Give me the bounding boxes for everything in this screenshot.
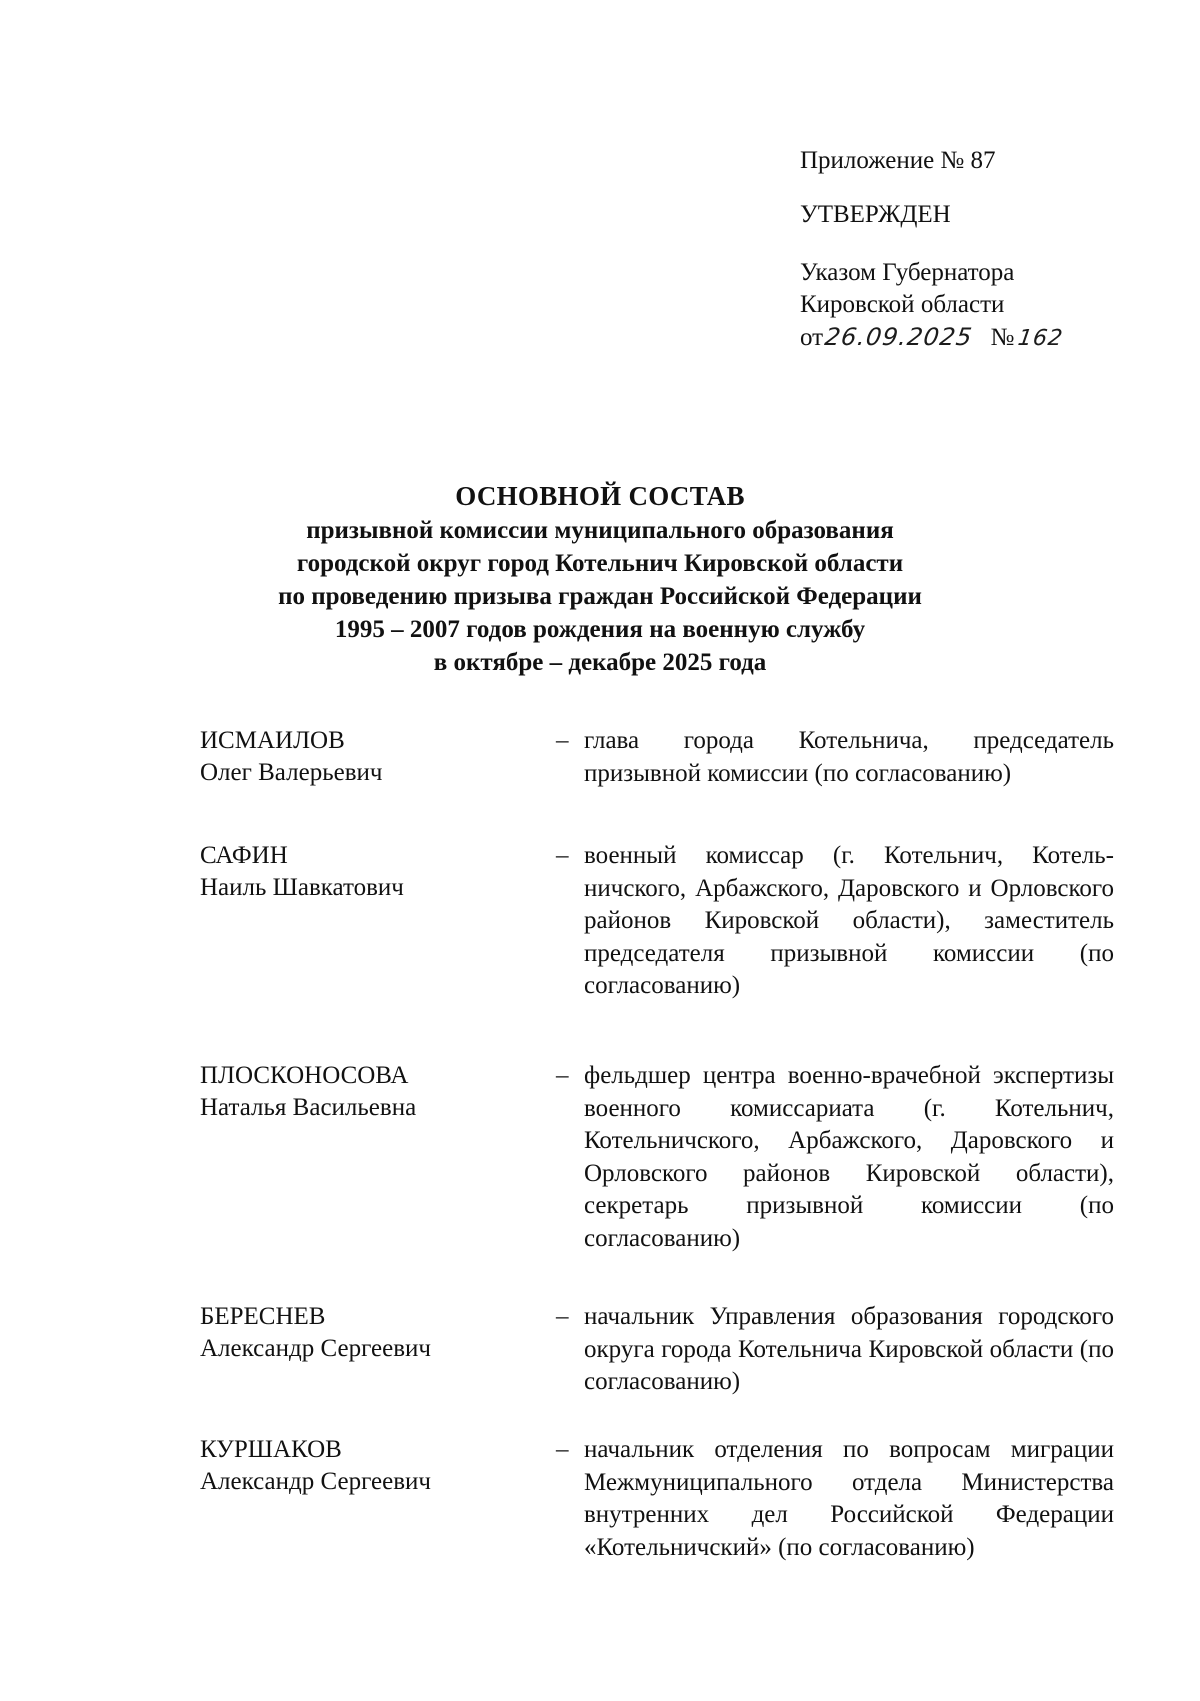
member-given-names: Олег Валерьевич — [200, 759, 383, 786]
member-role: начальник Управления образования городского округа города Котельнича Кировской области (по согласованию) — [584, 1303, 1114, 1395]
number-sign: № — [990, 324, 1015, 351]
member-role: начальник отделения по вопросам миграции Межмуниципального отдела Министерства внутренних дел Российской Федерации «Котельничский» (по согласованию) — [584, 1436, 1114, 1561]
member-role: фельдшер центра военно-врачебной экспертизы военного комиссариата (г. Котельнич, Котельничского, Арбажского, Даровского и Орловского районов Кировской области), секретарь призывной комиссии (по согласованию) — [584, 1062, 1114, 1252]
dash: – — [556, 842, 569, 869]
member-role: глава города Котельнича, председатель призывной комиссии (по согласованию) — [584, 727, 1114, 787]
member-given-names: Наиль Шавкатович — [200, 874, 404, 901]
handwritten-date: 26.09.2025 — [823, 323, 975, 351]
document-title — [0, 478, 1200, 679]
approved-label: УТВЕРЖДЕН — [800, 201, 951, 228]
dash: – — [556, 1303, 569, 1330]
appendix-number: Приложение № 87 — [800, 147, 996, 174]
decree-date-line — [800, 321, 1066, 355]
member-role: военный комиссар (г. Котельнич, Котельничского, Арбажского, Даровского и Орловского районов Кировской области), заместитель председателя призывной комиссии (по согласованию) — [584, 842, 1114, 999]
approval-block — [800, 145, 1066, 355]
title-line: призывной комиссии муниципального образования — [306, 517, 894, 544]
member-surname: САФИН — [200, 842, 288, 869]
member-name — [200, 1301, 431, 1365]
member-name — [200, 840, 404, 904]
member-name — [200, 1434, 431, 1498]
title-line: в октябре – декабре 2025 года — [433, 649, 767, 676]
dash: – — [556, 1436, 569, 1463]
decree-line-2: Кировской области — [800, 291, 1005, 318]
from-prefix: от — [800, 324, 824, 351]
title-line: городской округ город Котельнич Кировской области — [296, 550, 904, 577]
dash: – — [556, 1062, 569, 1089]
member-surname: ИСМАИЛОВ — [200, 727, 345, 754]
member-given-names: Александр Сергеевич — [200, 1335, 431, 1362]
member-name — [200, 725, 382, 789]
handwritten-number: 162 — [1016, 326, 1066, 351]
title-line: 1995 – 2007 годов рождения на военную службу — [334, 616, 866, 643]
member-surname: ПЛОСКОНОСОВА — [200, 1062, 409, 1089]
title-line: по проведению призыва граждан Российской Федерации — [278, 583, 922, 610]
member-given-names: Наталья Васильевна — [200, 1094, 417, 1121]
member-surname: КУРШАКОВ — [200, 1436, 342, 1463]
decree-line-1: Указом Губернатора — [800, 259, 1015, 286]
dash: – — [556, 727, 569, 754]
member-surname: БЕРЕСНЕВ — [200, 1303, 326, 1330]
title-main: ОСНОВНОЙ СОСТАВ — [455, 481, 745, 511]
member-given-names: Александр Сергеевич — [200, 1468, 431, 1495]
member-name — [200, 1060, 416, 1124]
